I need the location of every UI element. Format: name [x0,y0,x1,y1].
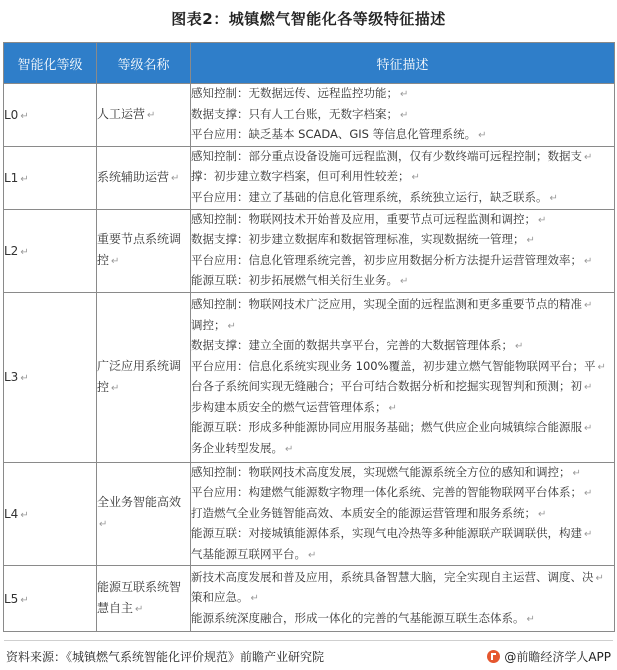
description-text: 感知控制：部分重点设备设施可远程监测，仅有少数终端可远程控制；数据支 [191,148,582,163]
level-text: L4 [4,506,19,521]
level-text: L5 [4,591,19,606]
return-mark-icon: ↵ [400,109,409,121]
name-cell [97,146,191,209]
description-line [191,167,614,188]
description-line [191,147,614,168]
table-row [4,209,615,292]
description-line [191,210,614,231]
description-text: 务企业转型发展。 [191,440,283,455]
return-mark-icon: ↵ [515,341,524,352]
description-text: 气基能源互联网平台。 [191,546,306,561]
header-name: 等级名称 [97,43,191,84]
level-text: L3 [4,370,19,384]
return-mark-icon: ↵ [584,529,593,540]
return-mark-icon: ↵ [400,89,409,100]
return-mark-icon: ↵ [20,173,29,185]
description-text: 台各子系统间实现无缝融合；平台可结合数据分析和挖掘实现智判和预测；初 [191,379,582,393]
description-text: 感知控制：物联网技术高度发展，实现燃气能源系统全方位的感知和调控； [191,464,571,479]
description-text: 策和应急。 [191,590,249,605]
return-mark-icon: ↵ [526,613,535,625]
description-cell [191,84,615,147]
level-cell [4,292,97,462]
description-line [191,295,614,316]
description-line [191,524,614,545]
description-text: 平台应用：信息化管理系统完善，初步应用数据分析方法提升运营管理效率； [191,252,582,267]
return-mark-icon: ↵ [227,320,236,332]
return-mark-icon: ↵ [597,361,606,373]
return-mark-icon: ↵ [584,300,593,311]
level-cell [4,84,97,147]
description-text: 感知控制：物联网技术广泛应用，实现全面的远程监测和更多重要节点的精准 [191,297,582,311]
description-text: 感知控制：物联网技术开始普及应用，重要节点可远程监测和调控； [191,211,536,226]
return-mark-icon: ↵ [285,443,294,455]
level-cell [4,566,97,632]
return-mark-icon: ↵ [99,519,108,531]
description-cell [191,462,615,566]
description-line [191,398,614,419]
description-line [191,336,614,357]
description-text: 调控； [191,317,226,332]
return-mark-icon: ↵ [250,593,259,605]
name-cell [97,462,191,566]
description-text: 平台应用：建立了基础的信息化管理系统，系统独立运行，缺乏联系。 [191,189,548,204]
description-line [191,251,614,272]
description-text: 步构建本质安全的燃气运营管理体系； [191,399,387,414]
return-mark-icon: ↵ [171,172,180,184]
source-note: 资料来源：《城镇燃气系统智能化评价规范》前瞻产业研究院 [6,650,325,664]
return-mark-icon: ↵ [526,235,535,246]
description-line [191,545,614,566]
table-row [4,146,615,209]
description-text: 打造燃气全业务链智能高效、本质安全的能源运营管理和服务系统； [191,505,536,520]
return-mark-icon: ↵ [20,509,29,521]
return-mark-icon: ↵ [147,109,156,121]
return-mark-icon: ↵ [111,256,120,267]
return-mark-icon: ↵ [538,214,547,226]
return-mark-icon: ↵ [538,508,547,520]
description-text: 新技术高度发展和普及应用，系统具备智慧大脑，完全实现自主运营、调度、决 [191,569,594,584]
description-line [191,125,614,146]
return-mark-icon: ↵ [20,246,29,258]
description-line [191,188,614,209]
table-row [4,566,615,632]
description-cell [191,146,615,209]
description-text: 能源互联：对接城镇能源体系，实现气电冷热等多种能源联产联调联供，构建 [191,526,582,540]
header-level: 智能化等级 [4,43,97,84]
description-line [191,357,614,378]
return-mark-icon: ↵ [478,130,487,141]
figure-title: 图表2：城镇燃气智能化各等级特征描述 [171,10,446,28]
name-text: 全业务智能高效 [97,495,182,510]
name-cell [97,292,191,462]
description-cell [191,566,615,632]
feature-table [3,42,615,632]
description-text: 能源系统深度融合，形成一体化的完善的气基能源互联生态体系。 [191,610,525,625]
table-row [4,84,615,147]
return-mark-icon: ↵ [20,110,29,122]
return-mark-icon: ↵ [584,255,593,267]
description-text: 平台应用：缺乏基本 SCADA、GIS 等信息化管理系统。 [191,127,477,141]
brand-label: @前瞻经济学人APP [504,650,611,664]
name-text: 系统辅助运营 [97,169,170,184]
name-text: 人工运营 [97,106,146,121]
return-mark-icon: ↵ [584,382,593,393]
description-line [191,271,614,292]
return-mark-icon: ↵ [111,382,120,394]
name-cell [97,84,191,147]
description-cell [191,292,615,462]
return-mark-icon: ↵ [411,172,420,184]
level-text: L0 [4,107,19,122]
description-line [191,230,614,251]
name-text: 能源互联系统智慧自主 [97,580,182,615]
level-text: L2 [4,243,19,258]
return-mark-icon: ↵ [584,151,593,163]
table-row [4,292,615,462]
table-header-row [4,43,615,84]
description-text: 感知控制：无数据远传、远程监控功能； [191,86,398,100]
description-text: 数据支撑：建立全面的数据共享平台，完善的大数据管理体系； [191,338,513,352]
description-text: 能源互联：初步拓展燃气相关衍生业务。 [191,273,398,287]
description-text: 数据支撑：初步建立数据库和数据管理标准，实现数据统一管理； [191,232,525,246]
name-cell [97,566,191,632]
description-line [191,439,614,460]
return-mark-icon: ↵ [135,604,144,615]
description-line [191,418,614,439]
return-mark-icon: ↵ [549,192,558,204]
description-text: 平台应用：构建燃气能源数字物理一体化系统、完善的智能物联网平台体系； [191,485,582,499]
return-mark-icon: ↵ [595,572,604,584]
name-text: 广泛应用系统调控 [97,358,182,394]
description-line [191,84,614,105]
description-line [191,504,614,525]
return-mark-icon: ↵ [584,423,593,434]
table-row [4,462,615,566]
description-line [191,588,614,609]
level-cell [4,462,97,566]
description-text: 数据支撑：只有人工台账，无数字档案； [191,106,398,121]
description-text: 能源互联：形成多种能源协同应用服务基础；燃气供应企业向城镇综合能源服 [191,420,582,434]
brand-logo-icon [487,650,500,663]
description-line [191,609,614,630]
description-text: 撑：初步建立数字档案，但可利用性较差； [191,169,410,184]
description-line [191,483,614,504]
return-mark-icon: ↵ [388,402,397,414]
description-line [191,568,614,589]
description-line [191,377,614,398]
return-mark-icon: ↵ [584,488,593,499]
return-mark-icon: ↵ [400,276,409,287]
return-mark-icon: ↵ [20,373,29,384]
description-cell [191,209,615,292]
name-text: 重要节点系统调控 [97,232,182,267]
name-cell [97,209,191,292]
return-mark-icon: ↵ [20,594,29,606]
brand [487,648,611,665]
description-line [191,463,614,484]
header-description: 特征描述 [191,43,615,84]
return-mark-icon: ↵ [308,549,317,561]
description-line [191,316,614,337]
level-cell [4,209,97,292]
level-text: L1 [4,170,19,185]
return-mark-icon: ↵ [572,467,581,479]
description-line [191,105,614,126]
description-text: 平台应用：信息化系统实现业务 100%覆盖，初步建立燃气智能物联网平台；平 [191,358,596,373]
level-cell [4,146,97,209]
footer [4,640,613,665]
